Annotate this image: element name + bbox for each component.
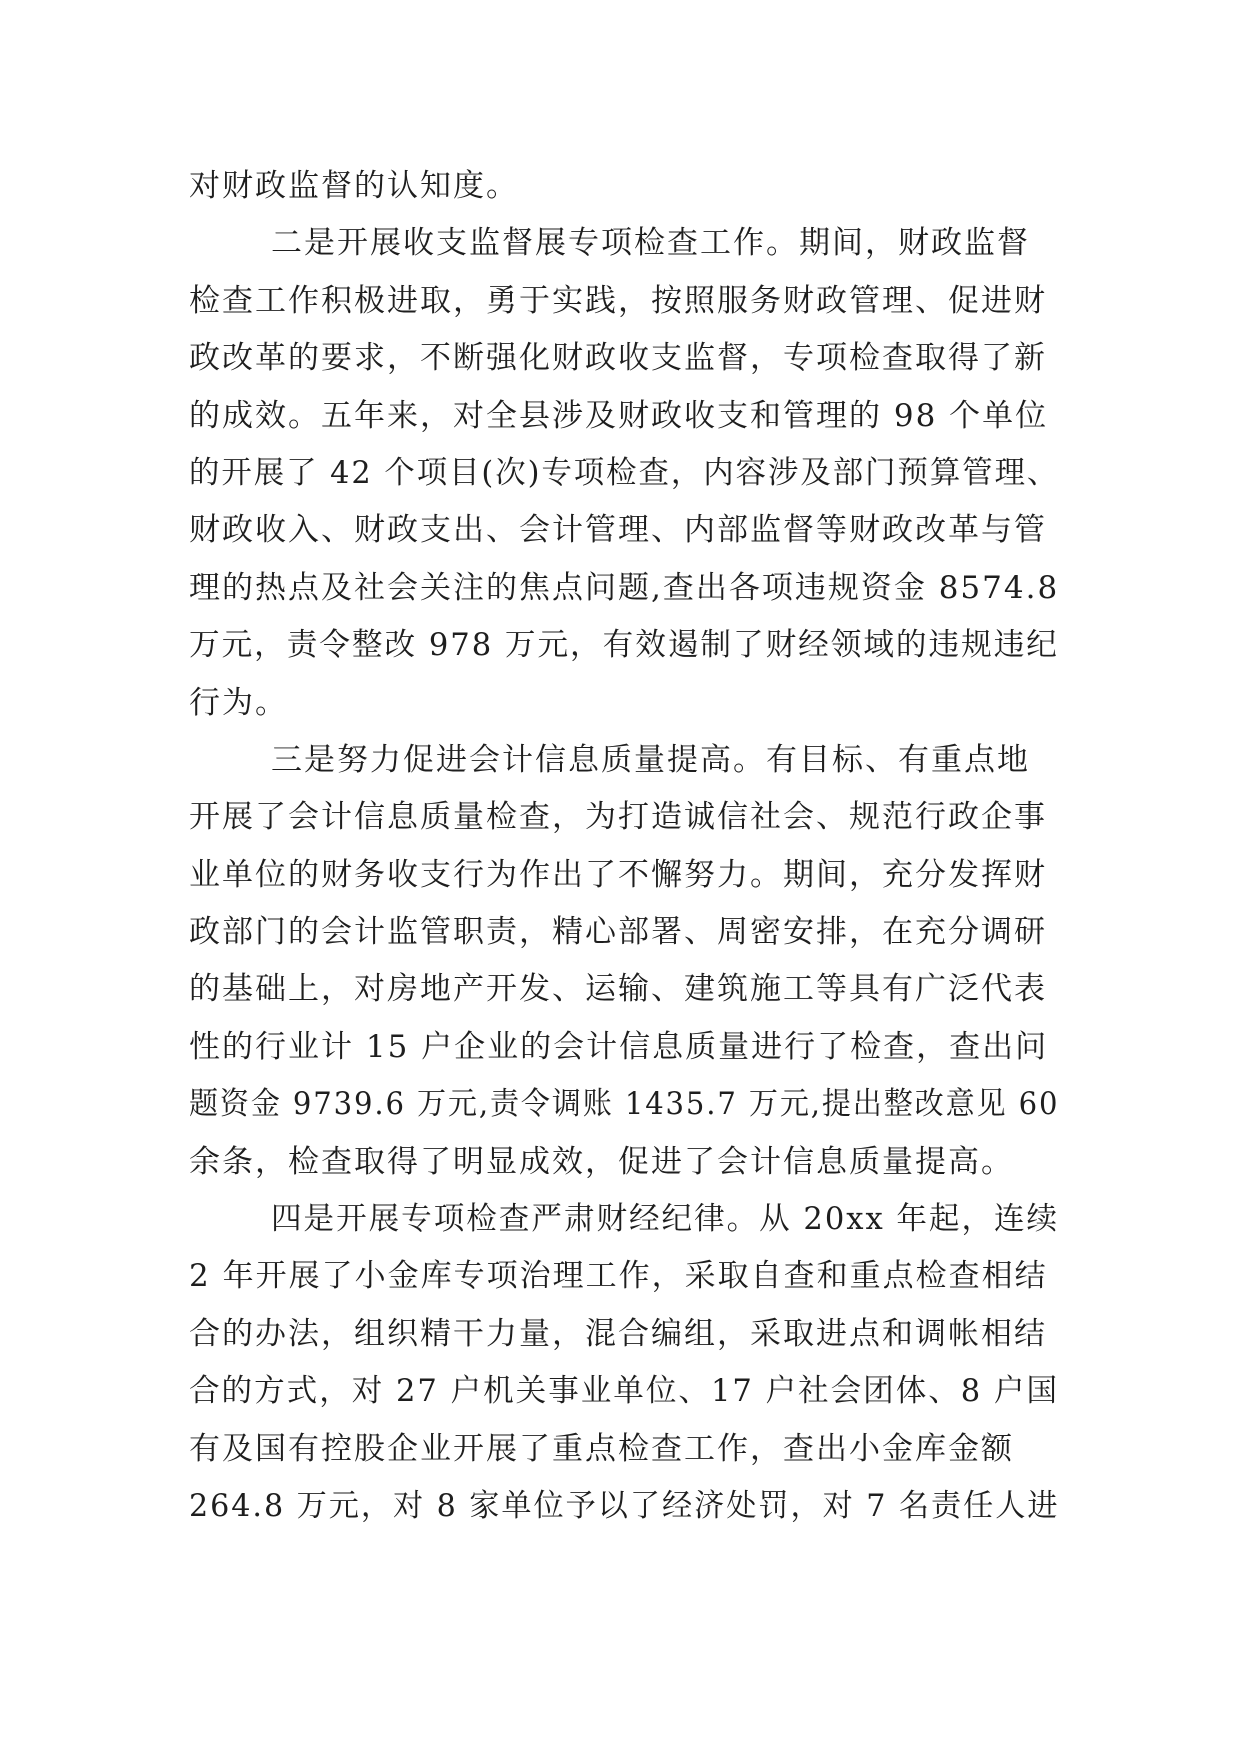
text-line: 政部门的会计监管职责，精心部署、周密安排，在充分调研 — [189, 914, 1047, 951]
text-line: 万元，责令整改 978 万元，有效遏制了财经领域的违规违纪 — [189, 627, 1059, 664]
text-line: 行为。 — [189, 684, 288, 721]
text-line: 合的办法，组织精干力量，混合编组，采取进点和调帐相结 — [189, 1315, 1047, 1352]
text-line: 理的热点及社会关注的焦点问题,查出各项违规资金 8574.8 — [189, 569, 1060, 606]
text-line: 的成效。五年来，对全县涉及财政收支和管理的 98 个单位 — [189, 397, 1049, 434]
body-text — [189, 158, 1059, 1535]
paragraph-start-line: 三是努力促进会计信息质量提高。有目标、有重点地 — [271, 741, 1030, 778]
text-line: 有及国有控股企业开展了重点检查工作，查出小金库金额 — [189, 1430, 1014, 1467]
text-line: 2 年开展了小金库专项治理工作，采取自查和重点检查相结 — [189, 1258, 1048, 1295]
text-line: 业单位的财务收支行为作出了不懈努力。期间，充分发挥财 — [189, 856, 1047, 893]
text-line: 的基础上，对房地产开发、运输、建筑施工等具有广泛代表 — [189, 971, 1047, 1008]
text-line: 合的方式，对 27 户机关事业单位、17 户社会团体、8 户国 — [189, 1373, 1060, 1410]
text-line: 政改革的要求，不断强化财政收支监督，专项检查取得了新 — [189, 340, 1047, 377]
text-line: 题资金 9739.6 万元,责令调账 1435.7 万元,提出整改意见 60 — [189, 1086, 1060, 1123]
text-line: 财政收入、财政支出、会计管理、内部监督等财政改革与管 — [189, 512, 1047, 549]
text-line: 检查工作积极进取，勇于实践，按照服务财政管理、促进财 — [189, 282, 1047, 319]
text-line: 对财政监督的认知度。 — [189, 168, 519, 204]
text-line: 的开展了 42 个项目(次)专项检查，内容涉及部门预算管理、 — [189, 454, 1060, 491]
text-line: 264.8 万元，对 8 家单位予以了经济处罚，对 7 名责任人进 — [189, 1487, 1060, 1524]
text-line: 开展了会计信息质量检查，为打造诚信社会、规范行政企事 — [189, 799, 1047, 836]
paragraph-start-line: 四是开展专项检查严肃财经纪律。从 20xx 年起，连续 — [271, 1201, 1060, 1238]
text-line: 性的行业计 15 户企业的会计信息质量进行了检查，查出问 — [189, 1028, 1049, 1065]
paragraph-start-line: 二是开展收支监督展专项检查工作。期间，财政监督 — [271, 225, 1030, 262]
text-line: 余条，检查取得了明显成效，促进了会计信息质量提高。 — [189, 1143, 1014, 1180]
